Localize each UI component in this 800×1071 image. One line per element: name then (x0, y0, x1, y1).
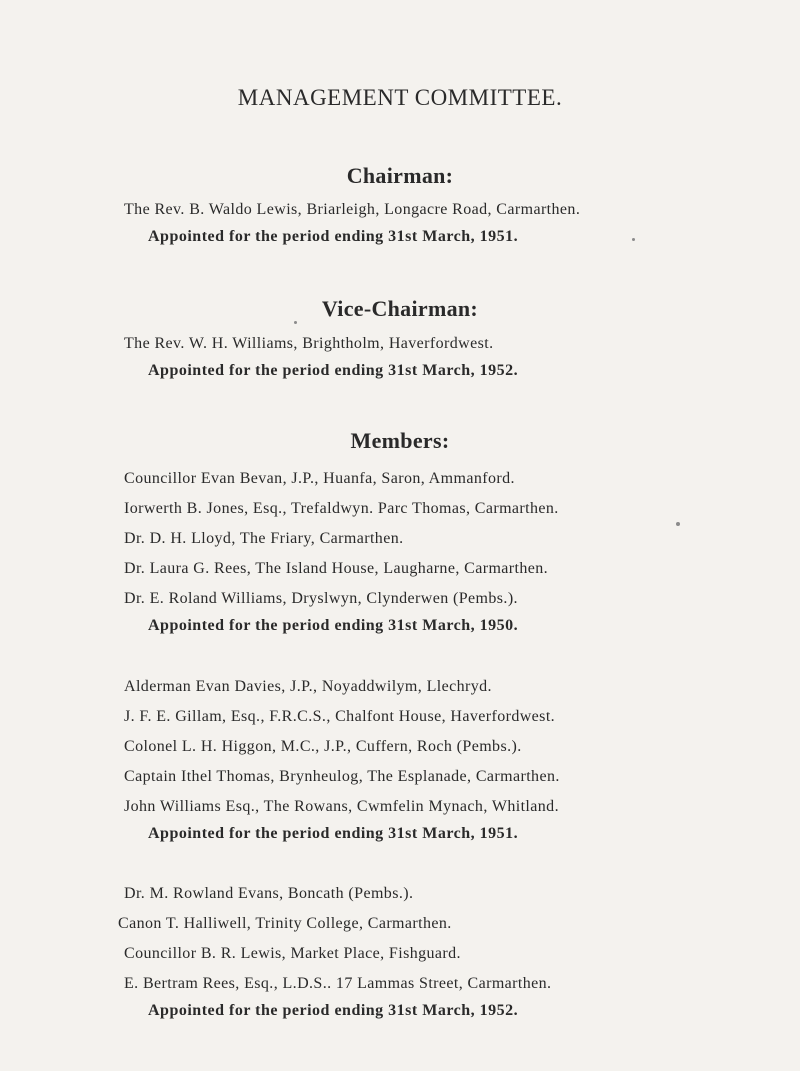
member-entry: Dr. E. Roland Williams, Dryslwyn, Clynderwen (Pembs.). (124, 590, 518, 607)
members-appointment-note: Appointed for the period ending 31st March, 1952. (148, 1002, 519, 1019)
member-entry: Alderman Evan Davies, J.P., Noyaddwilym, Llechryd. (124, 678, 492, 695)
member-entry: Dr. D. H. Lloyd, The Friary, Carmarthen. (124, 530, 404, 547)
page-title: MANAGEMENT COMMITTEE. (237, 85, 563, 110)
members-appointment-note: Appointed for the period ending 31st March, 1950. (148, 617, 519, 634)
print-speck (676, 522, 680, 526)
member-entry: J. F. E. Gillam, Esq., F.R.C.S., Chalfont House, Haverfordwest. (124, 708, 556, 725)
member-entry: Iorwerth B. Jones, Esq., Trefaldwyn. Parc Thomas, Carmarthen. (124, 500, 559, 517)
vice-chairman-entry: The Rev. W. H. Williams, Brightholm, Haverfordwest. (124, 335, 494, 352)
member-entry: Dr. Laura G. Rees, The Island House, Laugharne, Carmarthen. (124, 560, 549, 577)
member-entry: E. Bertram Rees, Esq., L.D.S.. 17 Lammas Street, Carmarthen. (124, 975, 552, 992)
member-entry: Councillor Evan Bevan, J.P., Huanfa, Saron, Ammanford. (124, 470, 515, 487)
member-entry: Dr. M. Rowland Evans, Boncath (Pembs.). (124, 885, 414, 902)
member-entry: Councillor B. R. Lewis, Market Place, Fishguard. (124, 945, 461, 962)
members-appointment-note: Appointed for the period ending 31st March, 1951. (148, 825, 519, 842)
print-speck (294, 321, 297, 324)
member-entry: Captain Ithel Thomas, Brynheulog, The Esplanade, Carmarthen. (124, 768, 560, 785)
print-speck (632, 238, 635, 241)
member-entry: Colonel L. H. Higgon, M.C., J.P., Cuffern, Roch (Pembs.). (124, 738, 522, 755)
chairman-heading: Chairman: (346, 163, 454, 188)
chairman-entry: The Rev. B. Waldo Lewis, Briarleigh, Longacre Road, Carmarthen. (124, 201, 581, 218)
member-entry: Canon T. Halliwell, Trinity College, Carmarthen. (118, 915, 452, 932)
member-entry: John Williams Esq., The Rowans, Cwmfelin Mynach, Whitland. (124, 798, 559, 815)
chairman-appointment-note: Appointed for the period ending 31st March, 1951. (148, 228, 519, 245)
members-heading: Members: (350, 428, 450, 453)
vice-chairman-heading: Vice-Chairman: (321, 296, 479, 321)
vice-chairman-appointment-note: Appointed for the period ending 31st March, 1952. (148, 362, 519, 379)
